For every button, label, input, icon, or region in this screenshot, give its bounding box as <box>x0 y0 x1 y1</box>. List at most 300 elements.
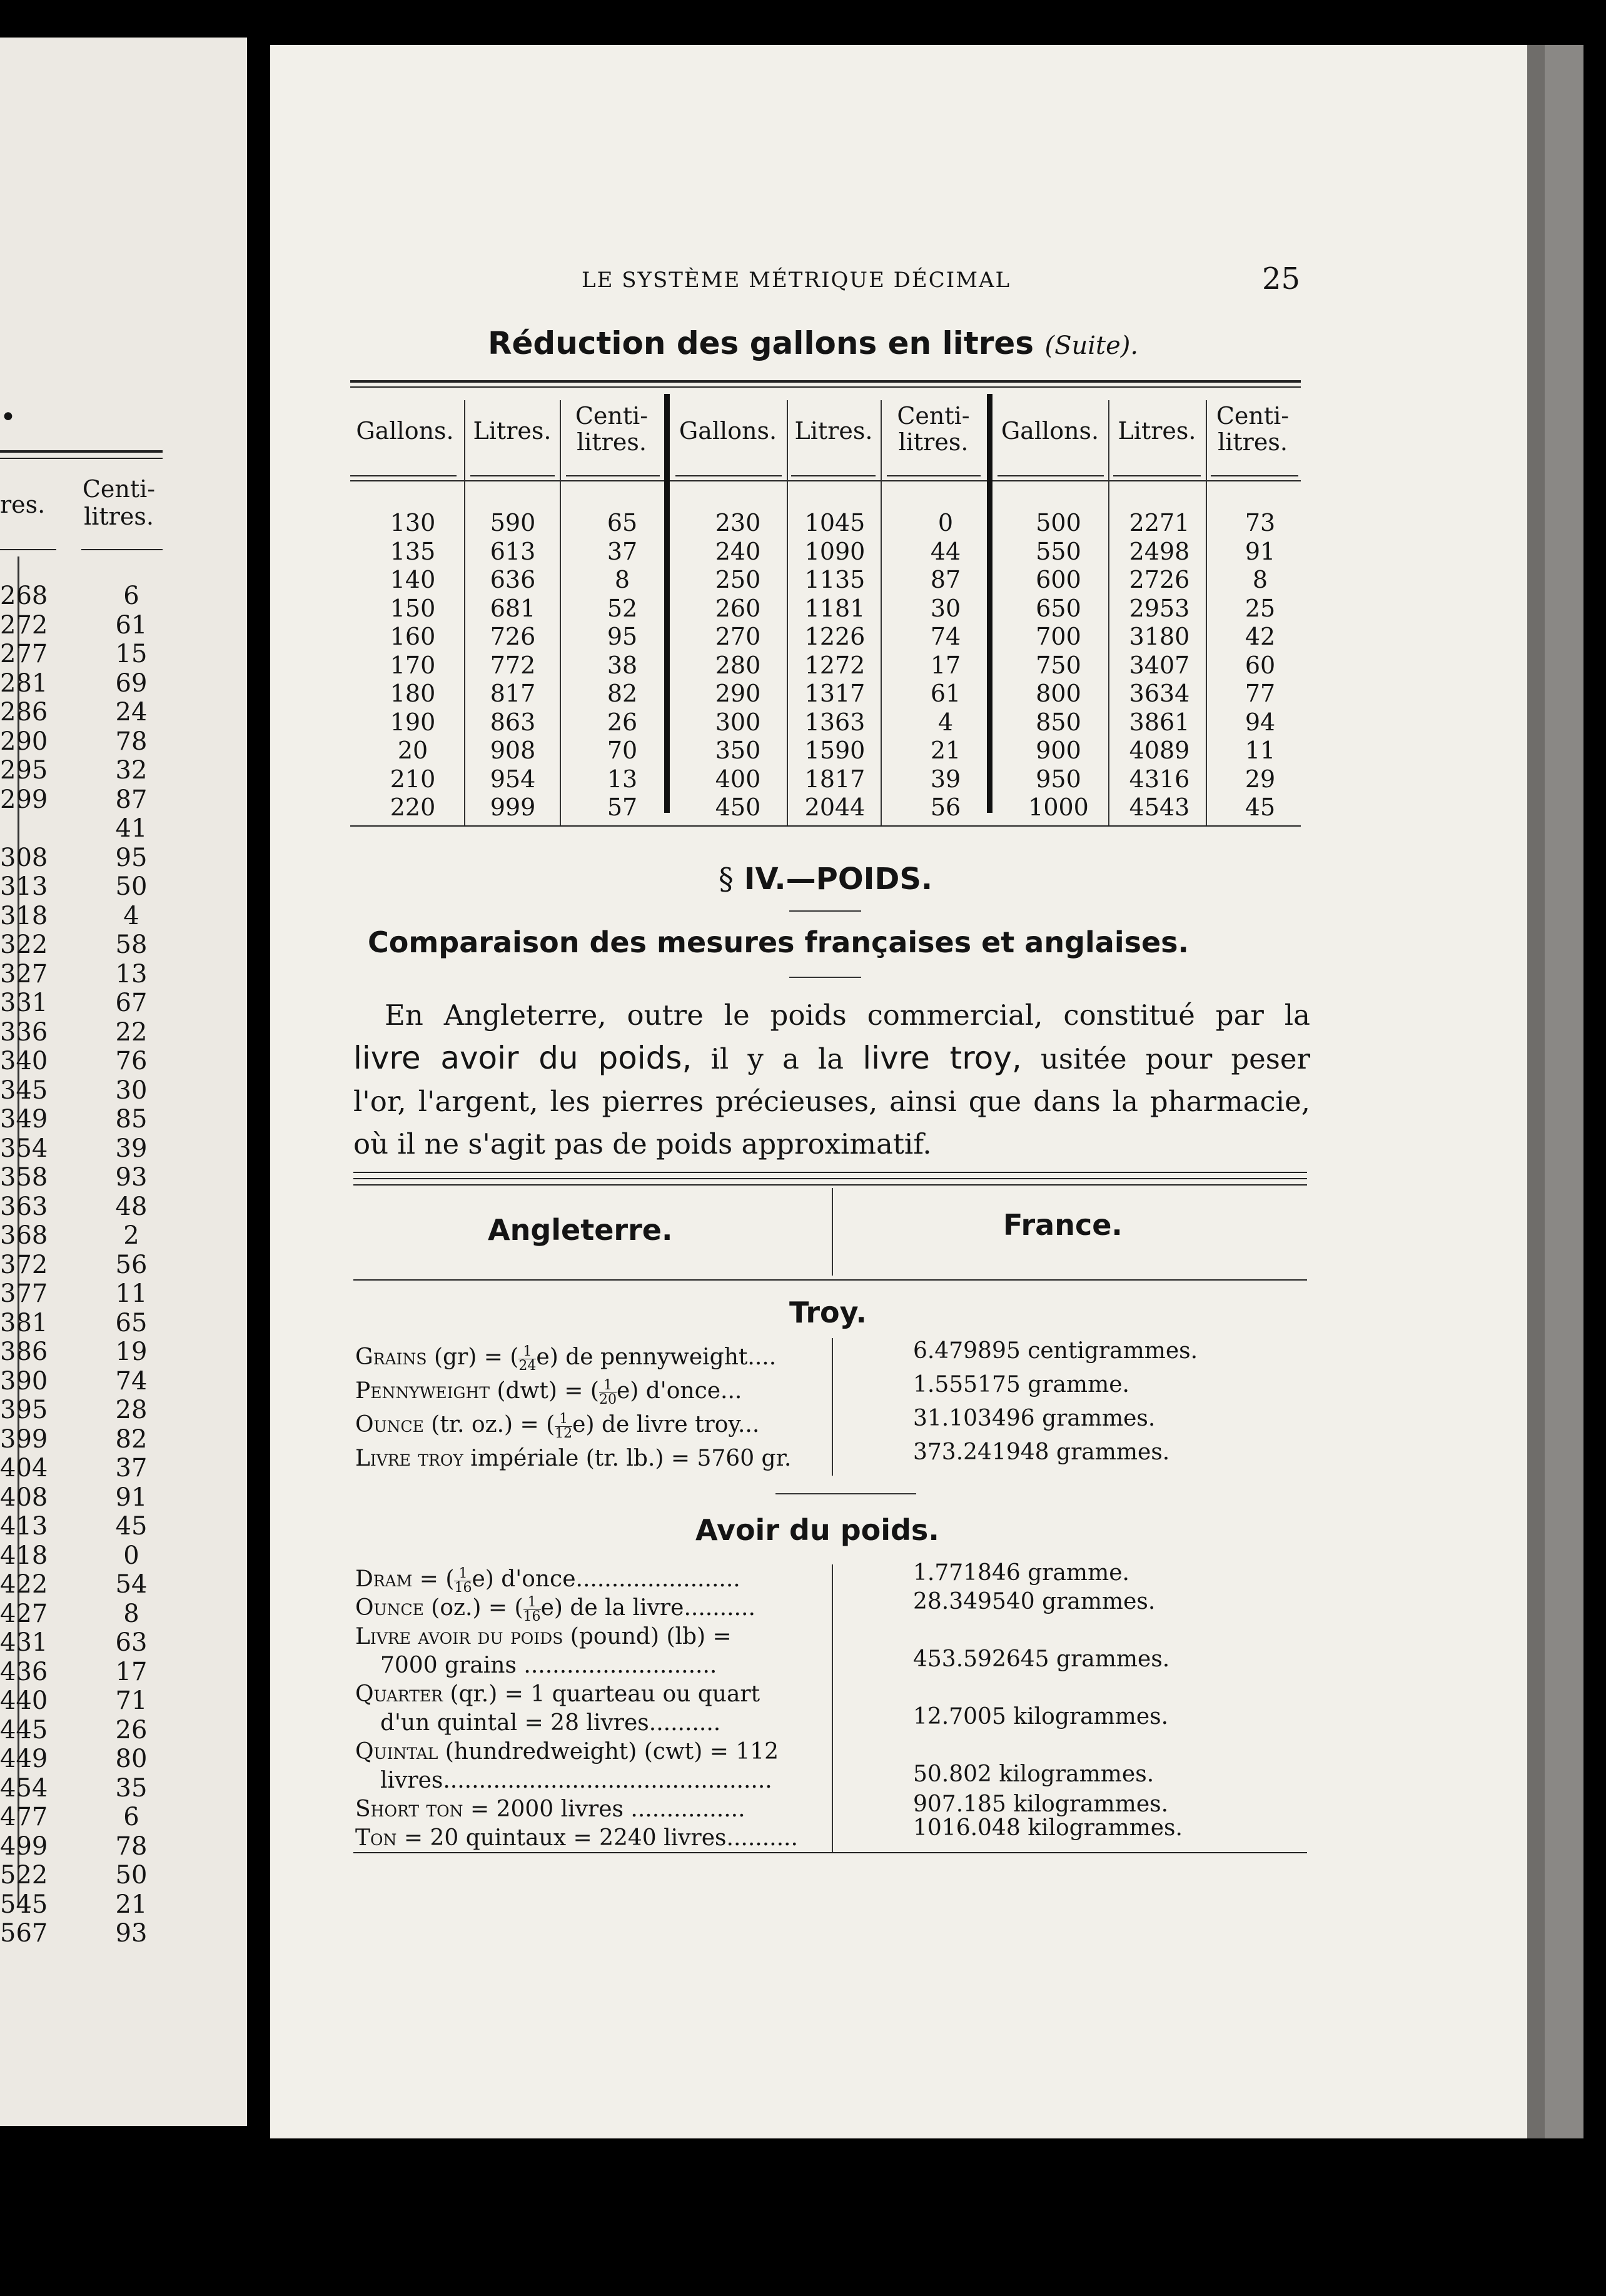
gallons-cell: 850 <box>1036 708 1081 736</box>
centilitres-cell: 91 <box>1245 537 1276 565</box>
gallons-cell: 950 <box>1036 765 1081 793</box>
left-centilitres-cell: 24 <box>115 698 148 727</box>
litres-cell: 2044 <box>804 793 866 821</box>
left-centilitres-cell: 76 <box>115 1047 148 1075</box>
fraction: $\frac{1}{16}$ <box>523 1595 541 1624</box>
left-litres-cell: 372 <box>0 1250 48 1279</box>
centilitres-cell: 42 <box>1245 623 1276 650</box>
centilitres-cell: 21 <box>930 737 961 764</box>
left-litres-cell: 454 <box>0 1773 48 1803</box>
litres-cell: 4316 <box>1129 765 1190 793</box>
avoir-short-rule <box>775 1493 916 1494</box>
gallons-cell: 350 <box>715 737 761 764</box>
running-head: LE SYSTÈME MÉTRIQUE DÉCIMAL <box>582 268 1011 293</box>
avoir-title: Avoir du poids. <box>695 1513 939 1547</box>
table-bottom-rule <box>350 825 1301 827</box>
gallons-cell: 160 <box>390 623 436 650</box>
left-centilitres-cell: 50 <box>115 1861 148 1890</box>
troy-divider <box>832 1338 833 1476</box>
left-centilitres-cell: 87 <box>115 785 148 814</box>
left-litres-cell: 436 <box>0 1657 48 1686</box>
left-centilitres-cell: 13 <box>115 959 148 989</box>
gallons-column <box>694 509 782 822</box>
table-header-rule <box>350 480 1301 481</box>
centilitres-cell: 65 <box>607 509 638 536</box>
intro-paragraph <box>353 994 1310 1166</box>
litres-cell: 2726 <box>1129 566 1190 593</box>
gallons-column <box>1013 509 1104 822</box>
centilitres-column <box>1223 509 1298 822</box>
metric-equivalent: 1.555175 gramme. <box>913 1372 1129 1397</box>
centilitres-cell: 0 <box>937 509 954 536</box>
centilitres-cell: 61 <box>930 680 961 707</box>
gallons-cell: 210 <box>390 765 436 793</box>
unit-definition: Ounce (oz.) = ( $\frac{1}{16}$ e) de la livre.......... <box>355 1595 755 1624</box>
paragraph-line: En Angleterre, outre le poids commercial, constitué par la <box>385 999 1310 1032</box>
left-litres-cell: 290 <box>0 727 48 756</box>
table-divider <box>1206 400 1207 825</box>
left-centilitres-cell: 26 <box>115 1715 148 1745</box>
header-litres: Litres. <box>473 417 552 445</box>
header-centilitres: Centi- litres. <box>897 402 970 456</box>
unit-definition: Livre troy impériale (tr. lb.) = 5760 gr. <box>355 1446 792 1471</box>
paragraph-line: livre avoir du poids, il y a la livre troy, usitée pour peser <box>353 1040 1311 1076</box>
left-centilitres-cell: 78 <box>115 727 148 756</box>
litres-cell: 1090 <box>804 537 866 565</box>
section-symbol: § <box>718 862 734 897</box>
left-centilitres-cell: 74 <box>115 1366 148 1396</box>
centilitres-cell: 25 <box>1245 594 1276 622</box>
litres-column <box>472 509 553 822</box>
left-litres-cell: 345 <box>0 1075 48 1105</box>
table-divider <box>787 400 788 825</box>
metric-equivalent: 373.241948 grammes. <box>913 1439 1170 1465</box>
litres-cell: 1272 <box>804 651 866 679</box>
centilitres-cell: 38 <box>607 651 638 679</box>
litres-cell: 590 <box>490 509 536 536</box>
left-litres-cell: 308 <box>0 843 48 872</box>
unit-name: Ton <box>355 1825 397 1851</box>
gallons-cell: 150 <box>390 594 436 622</box>
header-underline <box>675 475 782 476</box>
left-centilitres-cell: 58 <box>115 930 148 959</box>
left-litres-cell: 386 <box>0 1337 48 1366</box>
comparison-top-rule <box>353 1172 1307 1173</box>
litres-cell: 1363 <box>804 708 866 736</box>
left-centilitres-cell: 56 <box>115 1250 148 1279</box>
left-centilitres-cell: 30 <box>115 1075 148 1105</box>
gallons-cell: 220 <box>390 793 436 821</box>
fraction: $\frac{1}{12}$ <box>555 1412 573 1441</box>
gallons-cell: 180 <box>390 680 436 707</box>
unit-name: Livre troy <box>355 1446 463 1471</box>
left-litres-cell: 327 <box>0 959 48 989</box>
left-litres-cell: 349 <box>0 1105 48 1134</box>
header-angleterre: Angleterre. <box>488 1213 673 1247</box>
left-centilitres-column <box>100 582 163 1948</box>
centilitres-cell: 87 <box>930 566 961 593</box>
subtitle-short-rule <box>789 977 861 978</box>
page-number: 25 <box>1262 261 1301 296</box>
litres-cell: 1045 <box>804 509 866 536</box>
left-centilitres-cell: 93 <box>115 1163 148 1192</box>
gallons-cell: 190 <box>390 708 436 736</box>
table-divider <box>464 400 465 825</box>
gallons-cell: 260 <box>715 594 761 622</box>
left-top-rule <box>0 450 163 453</box>
centilitres-column <box>585 509 660 822</box>
left-centilitres-cell: 48 <box>115 1192 148 1221</box>
left-litres-cell: 318 <box>0 901 48 930</box>
left-centilitres-cell: 95 <box>115 843 148 872</box>
comparison-header-divider <box>832 1188 833 1276</box>
litres-cell: 1817 <box>804 765 866 793</box>
left-litres-cell: 322 <box>0 930 48 959</box>
left-centilitres-cell: 21 <box>115 1890 148 1919</box>
header-gallons: Gallons. <box>356 417 454 445</box>
unit-definition: Quintal (hundredweight) (cwt) = 112 <box>355 1739 779 1765</box>
left-centilitres-cell: 35 <box>115 1773 148 1803</box>
centilitres-cell: 11 <box>1245 737 1276 764</box>
left-centilitres-cell: 8 <box>123 1599 139 1628</box>
gallons-cell: 900 <box>1036 737 1081 764</box>
centilitres-cell: 73 <box>1245 509 1276 536</box>
metric-equivalent: 28.349540 grammes. <box>913 1589 1156 1614</box>
centilitres-cell: 44 <box>930 537 961 565</box>
left-litres-cell: 363 <box>0 1192 48 1221</box>
left-centilitres-cell: 65 <box>115 1308 148 1337</box>
centilitres-cell: 56 <box>930 793 961 821</box>
unit-definition: Ton = 20 quintaux = 2240 livres.......... <box>355 1825 798 1851</box>
gallons-cell: 20 <box>397 737 428 764</box>
left-litres-cell: 477 <box>0 1803 48 1831</box>
left-centilitres-cell: 2 <box>123 1221 139 1250</box>
metric-equivalent: 50.802 kilogrammes. <box>913 1761 1154 1787</box>
gallons-cell: 550 <box>1036 537 1081 565</box>
left-centilitres-cell: 19 <box>115 1337 148 1366</box>
left-litres-cell: 522 <box>0 1861 48 1890</box>
left-litres-cell: 354 <box>0 1134 48 1163</box>
left-centilitres-cell: 6 <box>123 1803 139 1831</box>
unit-definition: livres.............................................. <box>380 1768 772 1793</box>
left-centilitres-cell: 85 <box>115 1105 148 1134</box>
header-underline <box>350 475 457 476</box>
metric-equivalent: 31.103496 grammes. <box>913 1406 1156 1431</box>
centilitres-cell: 74 <box>930 623 961 650</box>
centilitres-cell: 29 <box>1245 765 1276 793</box>
centilitres-cell: 57 <box>607 793 638 821</box>
header-centilitres: Centi- litres. <box>1216 402 1290 456</box>
gallons-column <box>369 509 457 822</box>
left-centilitres-cell: 22 <box>115 1017 148 1047</box>
left-centilitres-cell: 82 <box>115 1424 148 1454</box>
comparison-header-rule <box>353 1279 1307 1281</box>
unit-name: Livre avoir du poids <box>355 1624 563 1649</box>
gallons-cell: 130 <box>390 509 436 536</box>
page-edge-2 <box>1545 45 1583 2138</box>
section-title <box>0 862 1606 897</box>
gallons-cell: 650 <box>1036 594 1081 622</box>
left-centilitres-cell: 67 <box>115 989 148 1017</box>
left-litres-cell: 281 <box>0 668 48 698</box>
centilitres-cell: 95 <box>607 623 638 650</box>
litres-cell: 1590 <box>804 737 866 764</box>
gallons-cell: 170 <box>390 651 436 679</box>
comparison-top-rule-3 <box>353 1184 1307 1186</box>
centilitres-cell: 39 <box>930 765 961 793</box>
left-litres-cell: 418 <box>0 1541 48 1570</box>
gallons-cell: 1000 <box>1028 793 1089 821</box>
litres-cell: 636 <box>490 566 536 593</box>
litres-cell: 1135 <box>804 566 866 593</box>
litres-column <box>1116 509 1203 822</box>
centilitres-cell: 82 <box>607 680 638 707</box>
header-underline <box>470 475 555 476</box>
centilitres-cell: 8 <box>614 566 630 593</box>
litres-cell: 726 <box>490 623 536 650</box>
litres-cell: 908 <box>490 737 536 764</box>
centilitres-cell: 77 <box>1245 680 1276 707</box>
header-centilitres: Centi- litres. <box>575 402 649 456</box>
centilitres-cell: 45 <box>1245 793 1276 821</box>
left-centilitres-cell: 37 <box>115 1454 148 1483</box>
left-litres-cell: 299 <box>0 785 48 814</box>
header-underline <box>791 475 876 476</box>
centilitres-cell: 4 <box>937 708 954 736</box>
metric-equivalent: 1016.048 kilogrammes. <box>913 1815 1183 1841</box>
litres-cell: 681 <box>490 594 536 622</box>
unit-definition: Quarter (qr.) = 1 quarteau ou quart <box>355 1681 760 1707</box>
table-divider <box>560 400 561 825</box>
unit-name: Quarter <box>355 1681 443 1707</box>
header-litres: Litres. <box>794 417 873 445</box>
metric-equivalent: 907.185 kilogrammes. <box>913 1791 1169 1817</box>
left-centilitres-cell: 91 <box>115 1483 148 1512</box>
left-litres-cell: 377 <box>0 1279 48 1308</box>
centilitres-cell: 94 <box>1245 708 1276 736</box>
left-centilitres-cell: 11 <box>115 1279 148 1308</box>
table-block-divider <box>987 394 992 813</box>
left-litres-cell: 399 <box>0 1424 48 1454</box>
avoir-divider <box>832 1564 833 1852</box>
left-litres-cell: 295 <box>0 756 48 785</box>
header-underline <box>1211 475 1298 476</box>
left-litres-cell: 340 <box>0 1047 48 1075</box>
left-centilitres-cell: 71 <box>115 1686 148 1715</box>
left-bullet: • <box>0 401 16 433</box>
gallons-cell: 450 <box>715 793 761 821</box>
left-centilitres-cell: 15 <box>115 640 148 668</box>
left-centilitres-cell: 54 <box>115 1570 148 1599</box>
header-underline <box>997 475 1104 476</box>
left-centilitres-cell: 80 <box>115 1745 148 1773</box>
term-troy: livre troy, <box>862 1040 1022 1076</box>
centilitres-cell: 30 <box>930 594 961 622</box>
left-litres-cell: 331 <box>0 989 48 1017</box>
litres-cell: 2271 <box>1129 509 1190 536</box>
centilitres-cell: 37 <box>607 537 638 565</box>
litres-cell: 863 <box>490 708 536 736</box>
left-centilitres-cell: 93 <box>115 1919 148 1948</box>
unit-name: Grains <box>355 1344 427 1370</box>
left-litres-cell: 445 <box>0 1715 48 1745</box>
left-litres-cell: 427 <box>0 1599 48 1628</box>
litres-cell: 817 <box>490 680 536 707</box>
unit-definition: Pennyweight (dwt) = ( $\frac{1}{20}$ e) d'once... <box>355 1378 742 1407</box>
header-underline <box>1113 475 1201 476</box>
centilitres-cell: 17 <box>930 651 961 679</box>
left-litres-cell: 268 <box>0 582 48 610</box>
left-litres-cell: 395 <box>0 1396 48 1424</box>
table-top-rule <box>350 380 1301 383</box>
left-centilitres-cell: 61 <box>115 610 148 640</box>
litres-cell: 1226 <box>804 623 866 650</box>
left-litres-cell: 431 <box>0 1628 48 1657</box>
gallons-cell: 280 <box>715 651 761 679</box>
left-header-centilitres: Centi- litres. <box>82 475 156 530</box>
left-litres-cell: 381 <box>0 1308 48 1337</box>
litres-column <box>793 509 877 822</box>
left-litres-cell: 390 <box>0 1366 48 1396</box>
gallons-cell: 750 <box>1036 651 1081 679</box>
left-litres-cell: 358 <box>0 1163 48 1192</box>
left-litres-cell: 422 <box>0 1570 48 1599</box>
gallons-cell: 800 <box>1036 680 1081 707</box>
centilitres-cell: 60 <box>1245 651 1276 679</box>
left-centilitres-cell: 0 <box>123 1541 139 1570</box>
left-centilitres-cell: 45 <box>115 1512 148 1541</box>
centilitres-cell: 70 <box>607 737 638 764</box>
gallons-cell: 240 <box>715 537 761 565</box>
metric-equivalent: 6.479895 centigrammes. <box>913 1338 1198 1364</box>
table-divider <box>881 400 882 825</box>
left-centilitres-cell: 28 <box>115 1396 148 1424</box>
left-litres-cell <box>0 814 56 843</box>
left-litres-cell: 368 <box>0 1221 48 1250</box>
gallons-cell: 230 <box>715 509 761 536</box>
left-top-rule-2 <box>0 458 163 459</box>
left-litres-cell: 272 <box>0 610 48 640</box>
left-centilitres-cell: 41 <box>115 814 148 843</box>
comparison-bottom-rule <box>353 1852 1307 1853</box>
unit-definition: d'un quintal = 28 livres.......... <box>380 1710 721 1736</box>
gallons-cell: 400 <box>715 765 761 793</box>
centilitres-cell: 8 <box>1252 566 1268 593</box>
litres-cell: 3180 <box>1129 623 1190 650</box>
comparison-top-rule-2 <box>353 1178 1307 1179</box>
gallons-cell: 140 <box>390 566 436 593</box>
left-centilitres-cell: 50 <box>115 872 148 901</box>
litres-cell: 999 <box>490 793 536 821</box>
left-centilitres-cell: 39 <box>115 1134 148 1163</box>
unit-definition: 7000 grains ........................... <box>380 1653 717 1678</box>
left-litres-cell: 499 <box>0 1831 48 1861</box>
unit-definition: Short ton = 2000 livres ................ <box>355 1796 745 1822</box>
section-short-rule <box>789 910 861 912</box>
left-litres-cell: 567 <box>0 1919 48 1948</box>
gallon-table-title <box>488 325 1138 361</box>
unit-definition: Ounce (tr. oz.) = ( $\frac{1}{12}$ e) de livre troy... <box>355 1412 760 1441</box>
gallons-cell: 250 <box>715 566 761 593</box>
left-centilitres-cell: 32 <box>115 756 148 785</box>
centilitres-cell: 52 <box>607 594 638 622</box>
section-subtitle: Comparaison des mesures françaises et anglaises. <box>368 925 1189 959</box>
left-page-fragment <box>0 38 247 2126</box>
term-avoir: livre avoir du poids, <box>353 1040 692 1076</box>
litres-cell: 772 <box>490 651 536 679</box>
section-title-text: IV.—POIDS. <box>744 862 933 897</box>
litres-cell: 3634 <box>1129 680 1190 707</box>
litres-cell: 1181 <box>804 594 866 622</box>
gallons-cell: 300 <box>715 708 761 736</box>
litres-cell: 3407 <box>1129 651 1190 679</box>
left-litres-cell: 440 <box>0 1686 48 1715</box>
left-litres-cell: 413 <box>0 1512 48 1541</box>
litres-cell: 2953 <box>1129 594 1190 622</box>
gallon-table-title-text: Réduction des gallons en litres <box>488 325 1034 361</box>
unit-definition: Dram = ( $\frac{1}{16}$ e) d'once....................... <box>355 1566 740 1595</box>
centilitres-cell: 26 <box>607 708 638 736</box>
gallon-table-suite: (Suite). <box>1044 331 1139 360</box>
left-header-litres: res. <box>0 491 46 518</box>
litres-cell: 3861 <box>1129 708 1190 736</box>
left-header-rule <box>0 549 56 550</box>
troy-title: Troy. <box>789 1296 867 1329</box>
left-litres-cell: 313 <box>0 872 48 901</box>
table-top-rule-2 <box>350 386 1301 388</box>
header-gallons: Gallons. <box>679 417 777 445</box>
left-centilitres-cell: 78 <box>115 1831 148 1861</box>
header-litres: Litres. <box>1118 417 1196 445</box>
header-underline <box>566 475 660 476</box>
litres-cell: 613 <box>490 537 536 565</box>
left-header-rule-2 <box>81 549 163 550</box>
unit-definition: Grains (gr) = ( $\frac{1}{24}$ e) de pennyweight.... <box>355 1344 777 1373</box>
header-gallons: Gallons. <box>1001 417 1099 445</box>
paragraph-line: où il ne s'agit pas de poids approximatif. <box>353 1127 932 1161</box>
left-litres-column <box>0 582 56 1948</box>
centilitres-cell: 13 <box>607 765 638 793</box>
unit-name: Quintal <box>355 1739 438 1765</box>
metric-equivalent: 12.7005 kilogrammes. <box>913 1704 1169 1730</box>
paragraph-line: l'or, l'argent, les pierres précieuses, ainsi que dans la pharmacie, <box>353 1085 1310 1118</box>
litres-cell: 4543 <box>1129 793 1190 821</box>
unit-name: Dram <box>355 1566 413 1592</box>
left-centilitres-cell: 17 <box>115 1657 148 1686</box>
metric-equivalent: 453.592645 grammes. <box>913 1646 1170 1672</box>
table-block-divider <box>664 394 670 813</box>
unit-definition: Livre avoir du poids (pound) (lb) = <box>355 1624 732 1649</box>
litres-cell: 954 <box>490 765 536 793</box>
left-litres-cell: 449 <box>0 1745 48 1773</box>
left-litres-cell: 404 <box>0 1454 48 1483</box>
gallons-cell: 600 <box>1036 566 1081 593</box>
left-litres-cell: 277 <box>0 640 48 668</box>
gallons-cell: 135 <box>390 537 436 565</box>
left-litres-cell: 286 <box>0 698 48 727</box>
table-divider <box>1108 400 1109 825</box>
litres-cell: 4089 <box>1129 737 1190 764</box>
left-centilitres-cell: 69 <box>115 668 148 698</box>
litres-cell: 1317 <box>804 680 866 707</box>
unit-name: Ounce <box>355 1595 424 1621</box>
left-litres-cell: 408 <box>0 1483 48 1512</box>
fraction: $\frac{1}{16}$ <box>454 1566 472 1595</box>
unit-name: Pennyweight <box>355 1378 490 1404</box>
gallons-cell: 290 <box>715 680 761 707</box>
left-litres-cell: 336 <box>0 1017 48 1047</box>
left-centilitres-cell: 63 <box>115 1628 148 1657</box>
